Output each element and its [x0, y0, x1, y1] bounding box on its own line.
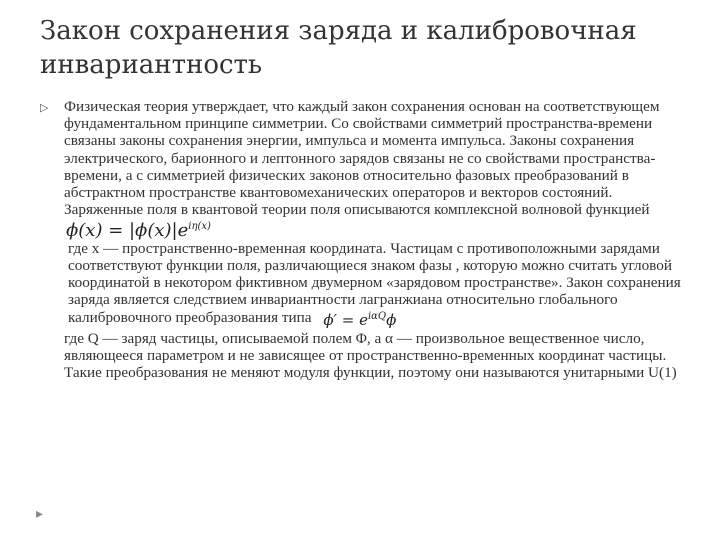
paragraph-3	[64, 330, 684, 382]
formula-2-base: ϕ′ = e	[323, 311, 368, 330]
gauge-transformation-formula	[323, 308, 396, 329]
formula-2-tail: ϕ	[386, 311, 397, 330]
paragraph-1	[64, 98, 684, 240]
paragraph-1-text: Физическая теория утверждает, что каждый закон сохранения основан на соответствующем фундаментальном принципе симметрии. Со свойствами симметрий пространства-времени связаны законы сохранения энергии, импульса и момента импульса. Законы сохранения электрического, барионного и лептонного зарядов связаны не со свойствами пространства-времени, а с симметрией физических законов относительно фазовых преобразований в абстрактном пространстве квантовомеханических операторов и векторов состояний. Заряженные поля в квантовой теории поля описываются комплексной волновой функцией	[64, 98, 660, 219]
wave-function-formula	[66, 218, 211, 242]
slide-body	[64, 98, 684, 381]
next-arrow-icon[interactable]: ▸	[36, 507, 44, 522]
formula-1-exponent: iη(x)	[188, 221, 211, 233]
formula-2-exponent: iαQ	[367, 311, 387, 323]
triangle-right-icon: ▷	[40, 102, 49, 114]
paragraph-3-text: где Q — заряд частицы, описываемой полем Φ, а α — произвольное вещественное число, являющееся параметром и не зависящее от пространственно-временных координат частицы. Такие преобразования не меняют модуля функции, поэтому они называются унитарными U(1)	[64, 329, 677, 382]
formula-1-base: ϕ(x) = |ϕ(x)|e	[66, 220, 189, 242]
paragraph-2	[64, 240, 684, 330]
slide-title: Закон сохранения заряда и калибровочная инвариантность	[40, 16, 637, 80]
paragraph-2-text: где x — пространственно-временная координата. Частицам с противоположными зарядами соответствуют функции поля, различающиеся знаком фазы , которую можно считать угловой координатой в некотором фиктивном двумерном «зарядовом пространстве». Закон сохранения заряда является следствием инвариантности лагранжиана относительно глобального калибровочного преобразования типа	[68, 239, 681, 327]
